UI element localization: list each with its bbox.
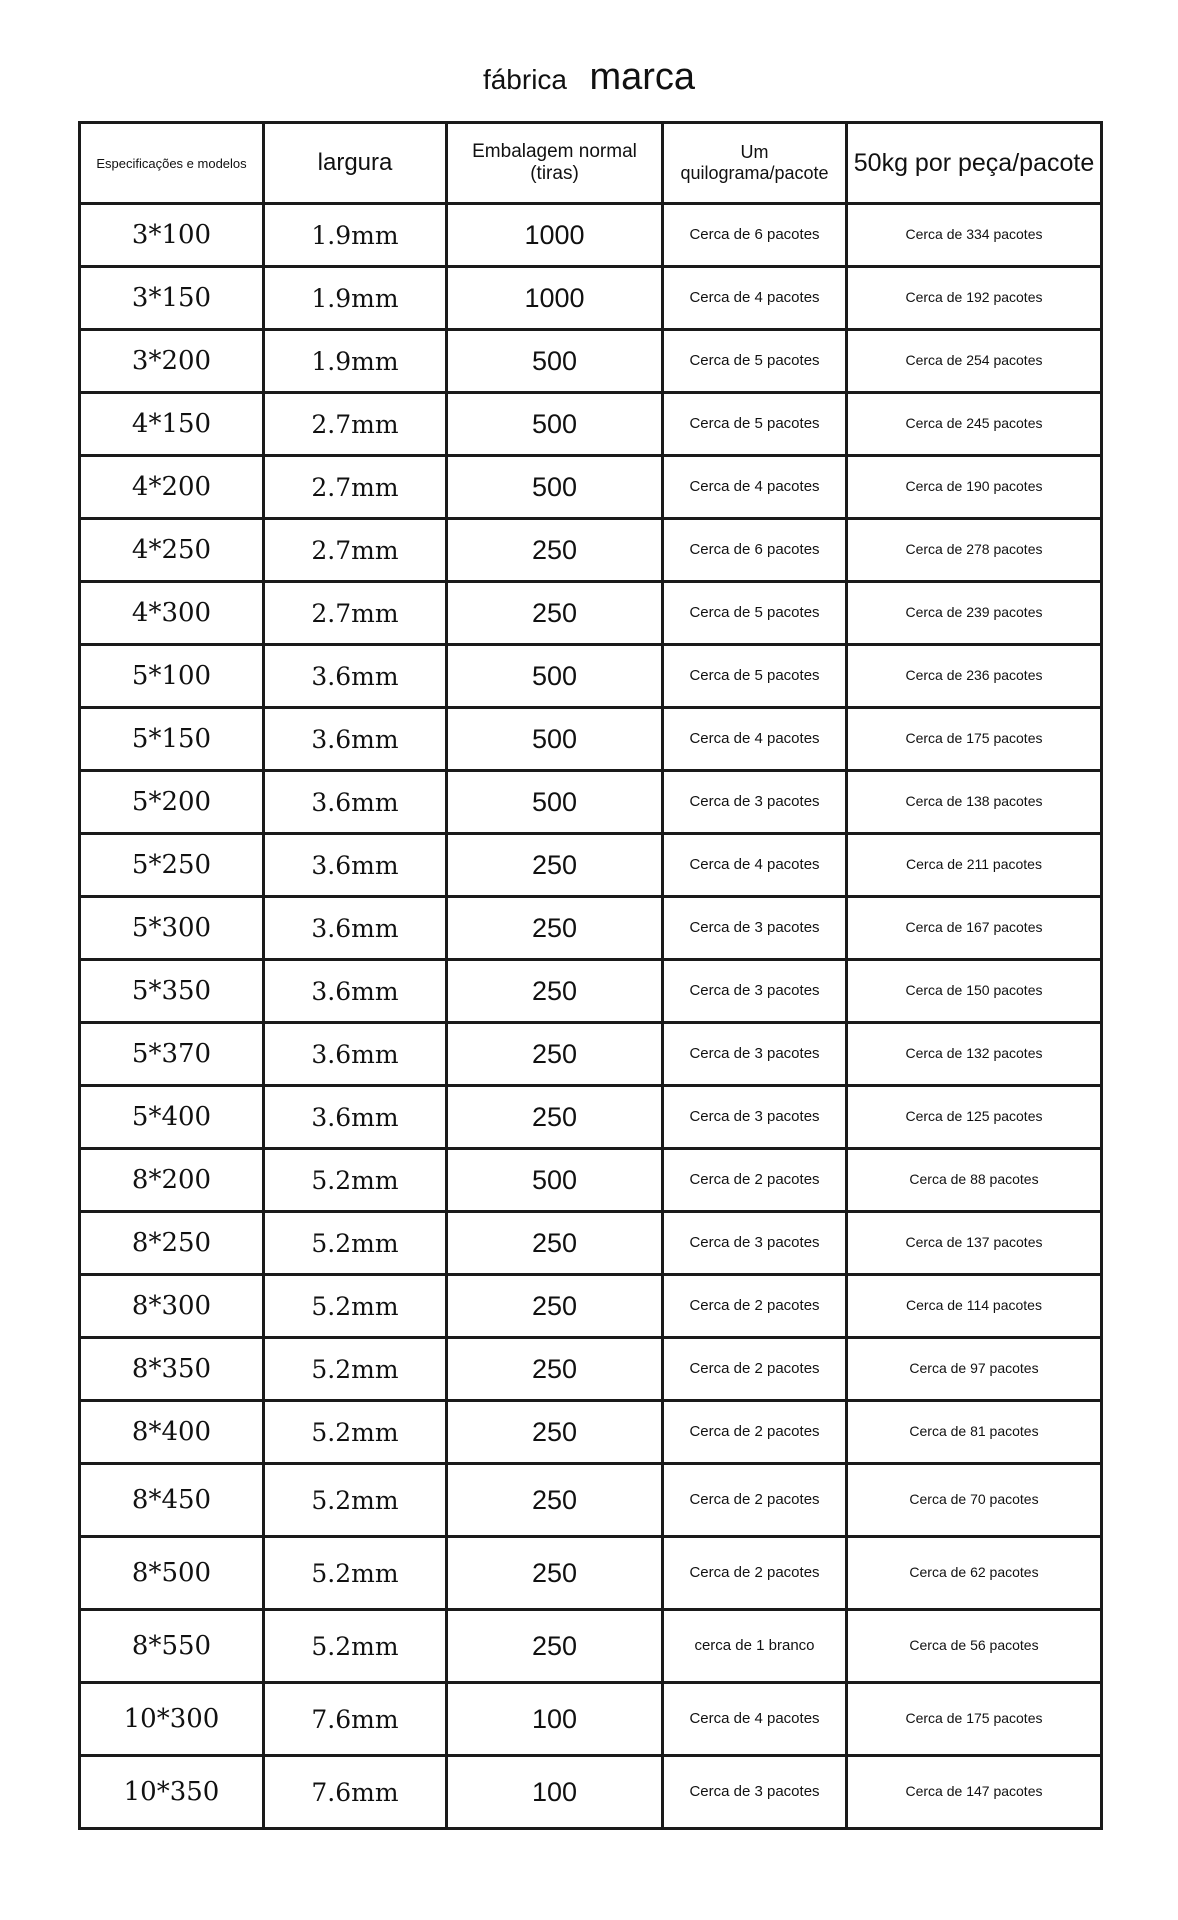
table-row bbox=[80, 393, 1102, 456]
cell-width: 3.6mm bbox=[264, 960, 447, 1023]
cell-spec: 4*150 bbox=[80, 393, 264, 456]
cell-spec: 8*350 bbox=[80, 1338, 264, 1401]
cell-per-50kg: Cerca de 239 pacotes bbox=[847, 582, 1102, 645]
cell-per-kg: Cerca de 5 pacotes bbox=[663, 645, 847, 708]
cell-spec: 5*400 bbox=[80, 1086, 264, 1149]
specification-table bbox=[78, 121, 1103, 1830]
cell-per-50kg: Cerca de 97 pacotes bbox=[847, 1338, 1102, 1401]
cell-width: 5.2mm bbox=[264, 1401, 447, 1464]
cell-per-50kg: Cerca de 334 pacotes bbox=[847, 204, 1102, 267]
cell-per-50kg: Cerca de 125 pacotes bbox=[847, 1086, 1102, 1149]
cell-per-50kg: Cerca de 190 pacotes bbox=[847, 456, 1102, 519]
cell-width: 7.6mm bbox=[264, 1756, 447, 1829]
table-row bbox=[80, 456, 1102, 519]
table-row bbox=[80, 1149, 1102, 1212]
cell-width: 1.9mm bbox=[264, 204, 447, 267]
header-word-fabrica: fábrica bbox=[482, 64, 567, 95]
cell-spec: 5*350 bbox=[80, 960, 264, 1023]
cell-per-kg: Cerca de 4 pacotes bbox=[663, 456, 847, 519]
cell-per-kg: Cerca de 5 pacotes bbox=[663, 393, 847, 456]
cell-spec: 5*300 bbox=[80, 897, 264, 960]
cell-per-kg: Cerca de 3 pacotes bbox=[663, 1023, 847, 1086]
cell-spec: 5*200 bbox=[80, 771, 264, 834]
cell-per-50kg: Cerca de 70 pacotes bbox=[847, 1464, 1102, 1537]
cell-per-kg: Cerca de 2 pacotes bbox=[663, 1401, 847, 1464]
cell-per-50kg: Cerca de 88 pacotes bbox=[847, 1149, 1102, 1212]
cell-per-kg: Cerca de 6 pacotes bbox=[663, 519, 847, 582]
cell-spec: 8*500 bbox=[80, 1537, 264, 1610]
table-row bbox=[80, 330, 1102, 393]
cell-per-kg: Cerca de 3 pacotes bbox=[663, 771, 847, 834]
cell-packaging: 250 bbox=[447, 582, 663, 645]
table-row bbox=[80, 897, 1102, 960]
cell-spec: 5*250 bbox=[80, 834, 264, 897]
column-header-per-50kg: 50kg por peça/pacote bbox=[847, 123, 1102, 204]
cell-spec: 4*300 bbox=[80, 582, 264, 645]
cell-spec: 10*350 bbox=[80, 1756, 264, 1829]
cell-per-kg: Cerca de 5 pacotes bbox=[663, 582, 847, 645]
table-row bbox=[80, 1086, 1102, 1149]
cell-per-kg: Cerca de 4 pacotes bbox=[663, 267, 847, 330]
cell-packaging: 250 bbox=[447, 897, 663, 960]
table-row bbox=[80, 1683, 1102, 1756]
table-row bbox=[80, 1537, 1102, 1610]
cell-packaging: 500 bbox=[447, 1149, 663, 1212]
cell-width: 5.2mm bbox=[264, 1610, 447, 1683]
cell-packaging: 250 bbox=[447, 834, 663, 897]
cell-width: 2.7mm bbox=[264, 582, 447, 645]
cell-width: 2.7mm bbox=[264, 456, 447, 519]
table-row bbox=[80, 771, 1102, 834]
table-row bbox=[80, 834, 1102, 897]
cell-spec: 3*100 bbox=[80, 204, 264, 267]
cell-width: 7.6mm bbox=[264, 1683, 447, 1756]
cell-packaging: 250 bbox=[447, 960, 663, 1023]
cell-per-kg: Cerca de 4 pacotes bbox=[663, 708, 847, 771]
cell-per-kg: Cerca de 2 pacotes bbox=[663, 1537, 847, 1610]
cell-spec: 3*150 bbox=[80, 267, 264, 330]
cell-per-50kg: Cerca de 138 pacotes bbox=[847, 771, 1102, 834]
column-header-per-kg: Um quilograma/pacote bbox=[663, 123, 847, 204]
table-row bbox=[80, 1401, 1102, 1464]
cell-packaging: 250 bbox=[447, 1464, 663, 1537]
cell-per-50kg: Cerca de 150 pacotes bbox=[847, 960, 1102, 1023]
cell-per-50kg: Cerca de 254 pacotes bbox=[847, 330, 1102, 393]
cell-spec: 8*300 bbox=[80, 1275, 264, 1338]
cell-width: 3.6mm bbox=[264, 771, 447, 834]
cell-per-50kg: Cerca de 114 pacotes bbox=[847, 1275, 1102, 1338]
cell-packaging: 250 bbox=[447, 1338, 663, 1401]
table-row bbox=[80, 1212, 1102, 1275]
cell-spec: 5*370 bbox=[80, 1023, 264, 1086]
cell-per-kg: Cerca de 6 pacotes bbox=[663, 204, 847, 267]
table-row bbox=[80, 204, 1102, 267]
cell-width: 3.6mm bbox=[264, 1023, 447, 1086]
cell-spec: 5*100 bbox=[80, 645, 264, 708]
cell-spec: 4*200 bbox=[80, 456, 264, 519]
cell-packaging: 250 bbox=[447, 1610, 663, 1683]
cell-spec: 8*550 bbox=[80, 1610, 264, 1683]
cell-spec: 8*200 bbox=[80, 1149, 264, 1212]
cell-per-kg: Cerca de 3 pacotes bbox=[663, 897, 847, 960]
cell-packaging: 250 bbox=[447, 1275, 663, 1338]
cell-spec: 5*150 bbox=[80, 708, 264, 771]
column-header-packaging: Embalagem normal (tiras) bbox=[447, 123, 663, 204]
cell-per-50kg: Cerca de 56 pacotes bbox=[847, 1610, 1102, 1683]
table-row bbox=[80, 267, 1102, 330]
cell-per-50kg: Cerca de 81 pacotes bbox=[847, 1401, 1102, 1464]
cell-width: 1.9mm bbox=[264, 267, 447, 330]
cell-packaging: 250 bbox=[447, 1086, 663, 1149]
cell-width: 3.6mm bbox=[264, 708, 447, 771]
cell-per-50kg: Cerca de 147 pacotes bbox=[847, 1756, 1102, 1829]
cell-per-kg: Cerca de 3 pacotes bbox=[663, 1756, 847, 1829]
cell-per-50kg: Cerca de 245 pacotes bbox=[847, 393, 1102, 456]
cell-spec: 8*450 bbox=[80, 1464, 264, 1537]
cell-per-kg: Cerca de 3 pacotes bbox=[663, 1212, 847, 1275]
cell-width: 5.2mm bbox=[264, 1212, 447, 1275]
table-row bbox=[80, 1756, 1102, 1829]
table-row bbox=[80, 708, 1102, 771]
table-row bbox=[80, 582, 1102, 645]
cell-per-50kg: Cerca de 211 pacotes bbox=[847, 834, 1102, 897]
cell-spec: 8*250 bbox=[80, 1212, 264, 1275]
cell-per-kg: Cerca de 4 pacotes bbox=[663, 1683, 847, 1756]
cell-per-50kg: Cerca de 236 pacotes bbox=[847, 645, 1102, 708]
cell-packaging: 1000 bbox=[447, 267, 663, 330]
cell-width: 3.6mm bbox=[264, 1086, 447, 1149]
cell-packaging: 100 bbox=[447, 1683, 663, 1756]
cell-per-50kg: Cerca de 192 pacotes bbox=[847, 267, 1102, 330]
cell-width: 5.2mm bbox=[264, 1464, 447, 1537]
table-row bbox=[80, 1610, 1102, 1683]
table-row bbox=[80, 960, 1102, 1023]
cell-width: 5.2mm bbox=[264, 1338, 447, 1401]
cell-width: 2.7mm bbox=[264, 519, 447, 582]
cell-per-kg: Cerca de 3 pacotes bbox=[663, 960, 847, 1023]
cell-per-kg: Cerca de 5 pacotes bbox=[663, 330, 847, 393]
column-header-spec: Especificações e modelos bbox=[80, 123, 264, 204]
cell-packaging: 1000 bbox=[447, 204, 663, 267]
table-row bbox=[80, 1275, 1102, 1338]
cell-packaging: 100 bbox=[447, 1756, 663, 1829]
cell-spec: 4*250 bbox=[80, 519, 264, 582]
cell-packaging: 500 bbox=[447, 708, 663, 771]
table-row bbox=[80, 645, 1102, 708]
cell-spec: 8*400 bbox=[80, 1401, 264, 1464]
cell-packaging: 250 bbox=[447, 1537, 663, 1610]
cell-spec: 10*300 bbox=[80, 1683, 264, 1756]
cell-spec: 3*200 bbox=[80, 330, 264, 393]
cell-packaging: 250 bbox=[447, 1212, 663, 1275]
cell-packaging: 250 bbox=[447, 1023, 663, 1086]
table-row bbox=[80, 519, 1102, 582]
cell-width: 3.6mm bbox=[264, 645, 447, 708]
table-row bbox=[80, 1023, 1102, 1086]
cell-width: 5.2mm bbox=[264, 1275, 447, 1338]
cell-width: 3.6mm bbox=[264, 834, 447, 897]
table-row bbox=[80, 1464, 1102, 1537]
cell-per-50kg: Cerca de 175 pacotes bbox=[847, 1683, 1102, 1756]
cell-width: 2.7mm bbox=[264, 393, 447, 456]
cell-width: 1.9mm bbox=[264, 330, 447, 393]
cell-per-kg: Cerca de 2 pacotes bbox=[663, 1275, 847, 1338]
cell-per-kg: Cerca de 2 pacotes bbox=[663, 1464, 847, 1537]
table-header-row bbox=[80, 123, 1102, 204]
page-header bbox=[0, 56, 1178, 106]
cell-per-kg: Cerca de 2 pacotes bbox=[663, 1149, 847, 1212]
cell-per-50kg: Cerca de 62 pacotes bbox=[847, 1537, 1102, 1610]
cell-per-kg: cerca de 1 branco bbox=[663, 1610, 847, 1683]
cell-per-50kg: Cerca de 137 pacotes bbox=[847, 1212, 1102, 1275]
cell-width: 3.6mm bbox=[264, 897, 447, 960]
cell-per-kg: Cerca de 2 pacotes bbox=[663, 1338, 847, 1401]
cell-per-50kg: Cerca de 132 pacotes bbox=[847, 1023, 1102, 1086]
cell-width: 5.2mm bbox=[264, 1537, 447, 1610]
cell-width: 5.2mm bbox=[264, 1149, 447, 1212]
cell-packaging: 250 bbox=[447, 519, 663, 582]
column-header-width: largura bbox=[264, 123, 447, 204]
header-word-marca: marca bbox=[589, 56, 696, 98]
cell-per-kg: Cerca de 4 pacotes bbox=[663, 834, 847, 897]
cell-per-kg: Cerca de 3 pacotes bbox=[663, 1086, 847, 1149]
cell-packaging: 250 bbox=[447, 1401, 663, 1464]
cell-per-50kg: Cerca de 167 pacotes bbox=[847, 897, 1102, 960]
cell-packaging: 500 bbox=[447, 330, 663, 393]
cell-per-50kg: Cerca de 278 pacotes bbox=[847, 519, 1102, 582]
cell-packaging: 500 bbox=[447, 393, 663, 456]
cell-packaging: 500 bbox=[447, 771, 663, 834]
cell-packaging: 500 bbox=[447, 456, 663, 519]
cell-per-50kg: Cerca de 175 pacotes bbox=[847, 708, 1102, 771]
cell-packaging: 500 bbox=[447, 645, 663, 708]
table-row bbox=[80, 1338, 1102, 1401]
